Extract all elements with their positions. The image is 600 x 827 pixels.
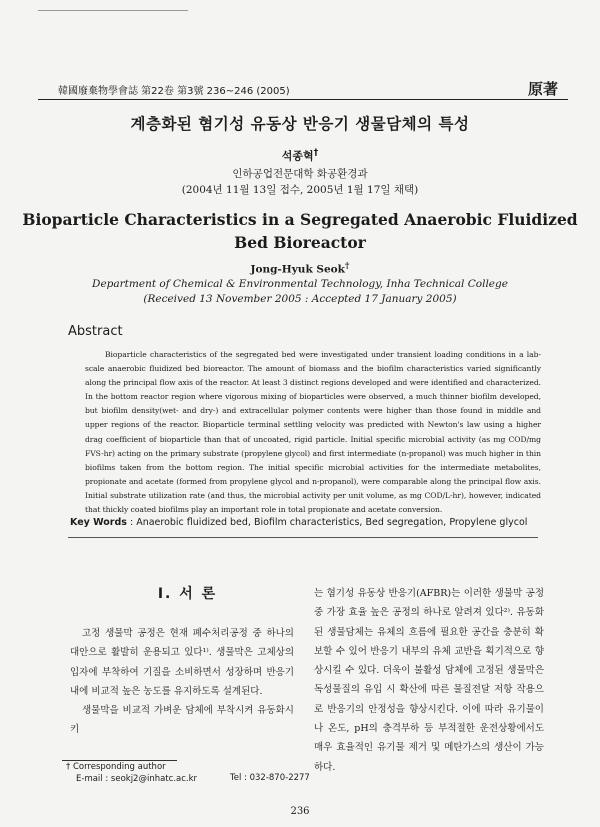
article-type-badge: 原著	[527, 80, 558, 98]
keywords-text: : Anaerobic fluidized bed, Biofilm characteristics, Bed segregation, Propylene glycol	[126, 517, 528, 528]
section-title: Ⅰ. 서 론	[157, 586, 218, 602]
intro-paragraph-2: 생물막을 비교적 가벼운 담체에 부착시켜 유동화시키	[70, 705, 294, 736]
keywords	[70, 517, 550, 528]
page-number: 236	[290, 806, 310, 817]
right-column	[314, 584, 544, 777]
korean-affiliation: 인하공업전문대학 화공환경과	[232, 168, 368, 180]
korean-author: 석종혁†	[281, 147, 319, 163]
top-edge-rule	[38, 10, 188, 11]
left-column	[70, 624, 294, 740]
korean-dates: (2004년 11월 13일 접수, 2005년 1월 17일 채택)	[181, 184, 419, 196]
intro-paragraph-3: 는 혐기성 유동상 반응기(AFBR)는 이러한 생물막 공정 중 가장 효율 높은 공정의 하나로 알려져 있다²⁾. 유동화된 생물담체는 유체의 흐름에 필요한 공간을 충분히 확보할 수 있어 반응기 내부의 유체 교반을 획기적으로 향상시킬 수 있다. 더욱이 불활성 담체에 고정된 생물막은 독성물질의 유입 시 확산에 따른 물질전달 저항 작용으로 반응기의 안정성을 향상시킨다. 이에 따라 유기물이나 온도, pH의 충격부하 등 부적절한 운전상황에서도 매우 효율적인 유기물 제거 및 메탄가스의 생산이 가능하다.	[314, 588, 544, 773]
korean-title: 계층화된 혐기성 유동상 반응기 생물담체의 특성	[130, 115, 470, 133]
header-rule	[38, 99, 568, 100]
english-affiliation	[0, 277, 600, 307]
english-author: Jong-Hyuk Seok†	[250, 261, 350, 276]
journal-citation: 韓國廢棄物學會誌 第22卷 第3號 236~246 (2005)	[58, 86, 290, 97]
footnote-corresponding: † Corresponding author	[66, 762, 166, 772]
footnote-telephone: Tel : 032-870-2277	[230, 773, 310, 783]
english-affiliation-dept: Department of Chemical & Environmental Technology, Inha Technical College	[92, 278, 508, 290]
keywords-label: Key Words	[70, 517, 127, 528]
abstract-heading: Abstract	[68, 324, 123, 339]
english-title-line1: Bioparticle Characteristics in a Segregated Anaerobic Fluidized	[22, 210, 578, 229]
footnote	[66, 761, 197, 785]
keywords-rule	[68, 537, 538, 538]
english-title	[0, 208, 600, 254]
abstract-body: Bioparticle characteristics of the segregated bed were investigated under transient loading conditions in a lab-scale anaerobic fluidized bed bioreactor. The amount of biomass and the biofilm characteristics varied significantly along the principal flow axis of the reactor. At least 3 distinct regions developed and were identified and characterized. In the bottom reactor region where vigorous mixing of bioparticles were observed, a much thinner biofilm developed, but biofilm density(wet- and dry-) and extracellular polymer contents were higher than those found in middle and upper regions of the reactor. Bioparticle terminal settling velocity was predicted with Newton's law using a higher drag coefficient of bioparticle than that of uncoated, rigid particle. Initial specific microbial activity (as mg COD/mg FVS-hr) acting on the primary substrate (propylene glycol) and first intermediate (n-propanol) was much higher in thin biofilms taken from the bottom region. The initial specific microbial activities for the intermediate metabolites, propionate and acetate (formed from propylene glycol and n-propanol), were comparable along the principal flow axis. Initial substrate utilization rate (and thus, the microbial activity per unit volume, as mg COD/L-hr), however, indicated that thickly coated biofilms play an important role in total propionate and acetate conversion.	[85, 350, 541, 515]
corresponding-mark: †	[313, 147, 319, 158]
english-dates: (Received 13 November 2005 : Accepted 17 January 2005)	[143, 293, 457, 305]
corresponding-mark: †	[344, 261, 350, 271]
english-title-line2: Bed Bioreactor	[234, 233, 366, 252]
footnote-email: E-mail : seokj2@inhatc.ac.kr	[76, 774, 198, 784]
intro-paragraph-1: 고정 생물막 공정은 현재 폐수처리공정 중 하나의 대안으로 활발히 운용되고 있다¹⁾. 생물막은 고체상의 입자에 부착하여 기질을 소비하면서 성장하며 반응기 내에 비교적 높은 농도를 유지하도록 설계된다.	[70, 628, 294, 697]
